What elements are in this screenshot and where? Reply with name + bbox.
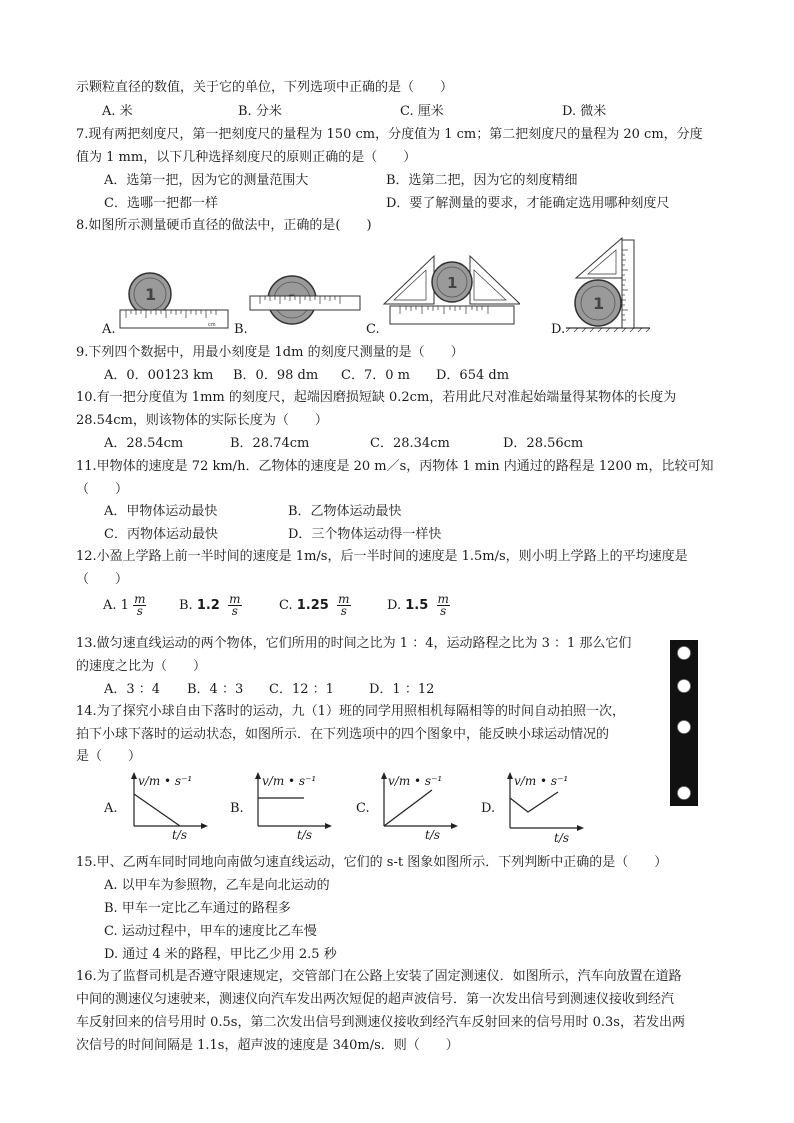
q7-option-a: A．选第一把，因为它的测量范围大 <box>104 173 309 188</box>
q10-option-a: A．28.54cm <box>104 436 184 451</box>
q15-option-a: A. 以甲车为参照物，乙车是向北运动的 <box>104 878 330 893</box>
q13-stem-line2: 的速度之比为（ ） <box>76 659 207 674</box>
q10-option-c: C．28.34cm <box>370 436 450 451</box>
svg-text:1: 1 <box>145 285 157 304</box>
q12-option-c-value: 1.25 <box>296 598 329 613</box>
graph-b-ylabel: v/m • s⁻¹ <box>262 774 317 788</box>
q9-option-d: D．654 dm <box>436 368 510 383</box>
q13-option-d: D．1 ：12 <box>369 682 435 697</box>
q12-option-d-value: 1.5 <box>405 598 429 613</box>
q11-option-b: B．乙物体运动最快 <box>288 504 402 519</box>
q11-stem-line2: （ ） <box>76 482 129 497</box>
q12-option-a <box>103 594 146 617</box>
graph-c-ylabel: v/m • s⁻¹ <box>388 774 443 788</box>
q6-option-a: A. 米 <box>102 104 133 119</box>
q7-option-d: D．要了解测量的要求，才能确定选用哪种刻度尺 <box>386 196 670 211</box>
q8-label-c: C. <box>366 322 380 337</box>
coin-measure-figure-b <box>246 268 362 336</box>
q11-option-c: C．丙物体运动最快 <box>104 527 218 542</box>
q14-stem-line3: 是（ ） <box>76 749 142 764</box>
q16-stem-line4: 次信号的时间间隔是 1.1s，超声波的速度是 340m/s．则（ ） <box>76 1038 459 1053</box>
q13-option-b: B．4 ：3 <box>187 682 244 697</box>
q12-option-a-letter: A. <box>103 598 117 613</box>
graph-a-xlabel: t/s <box>172 828 188 842</box>
q9-option-c: C．7．0 m <box>341 368 410 383</box>
q9-stem: 9.下列四个数据中，用最小刻度是 1dm 的刻度尺测量的是（ ） <box>76 345 464 360</box>
q14-label-d: D. <box>481 801 496 816</box>
q12-option-b-value: 1.2 <box>196 598 220 613</box>
q10-stem-line1: 10.有一把分度值为 1mm 的刻度尺，起端因磨损短缺 0.2cm，若用此尺对准起始端量得某物体的长度为 <box>76 390 677 405</box>
q12-option-b <box>179 594 242 617</box>
q9-option-b: B．0．98 dm <box>233 368 319 383</box>
svg-text:1: 1 <box>593 294 605 313</box>
q16-stem-line2: 中间的测速仪匀速驶来，测速仪向汽车发出两次短促的超声波信号．第一次发出信号到测速仪接收到经汽 <box>76 992 675 1007</box>
q15-option-c: C. 运动过程中，甲车的速度比乙车慢 <box>104 924 317 939</box>
q12-option-d <box>387 594 450 617</box>
coin-measure-figure-a <box>118 268 230 336</box>
coin-measure-figure-d <box>566 236 656 336</box>
q14-label-a: A. <box>104 801 118 816</box>
graph-c-xlabel: t/s <box>425 828 441 842</box>
q12-option-d-unit: $\frac{m}{s}$ <box>437 592 449 618</box>
q16-stem-line1: 16.为了监督司机是否遵守限速规定，交管部门在公路上安装了固定测速仪．如图所示，汽车向放置在道路 <box>76 969 682 984</box>
q12-option-b-letter: B. <box>179 598 193 613</box>
svg-text:cm: cm <box>208 322 216 328</box>
q12-option-a-value: 1 <box>120 598 129 613</box>
q16-stem-line3: 车反射回来的信号用时 0.5s，第二次发出信号到测速仪接收到经汽车反射回来的信号用时 0.3s，若发出两 <box>76 1015 685 1030</box>
graph-b-xlabel: t/s <box>297 828 313 842</box>
coin-measure-figure-c <box>380 250 520 334</box>
q13-option-c: C．12 ：1 <box>269 682 334 697</box>
q7-option-c: C．选哪一把都一样 <box>104 196 218 211</box>
q10-option-d: D．28.56cm <box>503 436 584 451</box>
q11-option-a: A．甲物体运动最快 <box>104 504 218 519</box>
falling-ball-strip <box>670 640 698 810</box>
q7-stem-line2: 值为 1 mm，以下几种选择刻度尺的原则正确的是（ ） <box>76 150 417 165</box>
q12-option-b-unit: $\frac{m}{s}$ <box>229 592 241 618</box>
q11-option-d: D．三个物体运动得一样快 <box>288 527 442 542</box>
q12-stem-line1: 12.小盈上学路上前一半时间的速度是 1m/s，后一半时间的速度是 1.5m/s，则小明上学路上的平均速度是 <box>76 549 688 564</box>
q7-stem-line1: 7.现有两把刻度尺，第一把刻度尺的量程为 150 cm，分度值为 1 cm；第二把刻度尺的量程为 20 cm，分度 <box>76 127 703 142</box>
q6-option-b: B. 分米 <box>238 104 282 119</box>
q8-stem: 8.如图所示测量硬币直径的做法中，正确的是( ) <box>76 218 372 233</box>
q8-label-b: B. <box>234 322 248 337</box>
graph-d-ylabel: v/m • s⁻¹ <box>514 774 569 788</box>
q12-option-c-letter: C. <box>279 598 293 613</box>
q15-option-b: B. 甲车一定比乙车通过的路程多 <box>104 901 291 916</box>
q13-stem-line1: 13.做匀速直线运动的两个物体，它们所用的时间之比为 1 ：4，运动路程之比为 3 ：1 那么它们 <box>76 636 632 651</box>
q12-option-a-unit: $\frac{m}{s}$ <box>134 592 146 618</box>
q11-stem-line1: 11.甲物体的速度是 72 km/h．乙物体的速度是 20 m／s，丙物体 1 min 内通过的路程是 1200 m，比较可知 <box>76 459 714 474</box>
graph-a-ylabel: v/m • s⁻¹ <box>138 774 193 788</box>
q12-option-c-unit: $\frac{m}{s}$ <box>338 592 350 618</box>
q8-label-a: A. <box>102 322 116 337</box>
q12-option-d-letter: D. <box>387 598 402 613</box>
q15-option-d: D. 通过 4 米的路程，甲比乙少用 2.5 秒 <box>104 947 337 962</box>
q6-stem: 示颗粒直径的数值，关于它的单位，下列选项中正确的是（ ） <box>76 80 454 95</box>
q15-stem: 15.甲、乙两车同时同地向南做匀速直线运动，它们的 s-t 图象如图所示．下列判断中正确的是（ ） <box>76 855 668 870</box>
q12-option-c <box>279 594 351 617</box>
q10-stem-line2: 28.54cm，则该物体的实际长度为（ ） <box>76 413 328 428</box>
q14-label-c: C. <box>356 801 370 816</box>
q8-label-d: D. <box>551 322 566 337</box>
q9-option-a: A．0．00123 km <box>104 368 214 383</box>
svg-text:1: 1 <box>447 274 458 292</box>
q6-option-d: D. 微米 <box>562 104 607 119</box>
q14-stem-line2: 拍下小球下落时的运动状态，如图所示．在下列选项中的四个图象中，能反映小球运动情况的 <box>76 727 610 742</box>
graph-d-xlabel: t/s <box>554 831 570 845</box>
q10-option-b: B．28.74cm <box>230 436 310 451</box>
q6-option-c: C. 厘米 <box>400 104 444 119</box>
q13-option-a: A．3 ：4 <box>104 682 161 697</box>
q14-label-b: B. <box>230 801 244 816</box>
q14-stem-line1: 14.为了探究小球自由下落时的运动，九（1）班的同学用照相机每隔相等的时间自动拍照一次， <box>76 704 625 719</box>
q12-stem-line2: （ ） <box>76 572 129 587</box>
q7-option-b: B．选第二把，因为它的刻度精细 <box>386 173 578 188</box>
